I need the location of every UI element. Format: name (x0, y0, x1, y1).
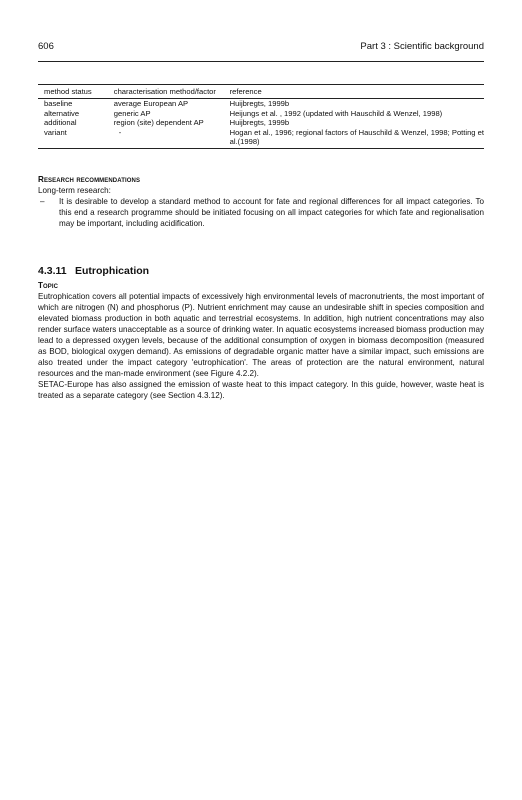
body-paragraph: Eutrophication covers all potential impacts of excessively high environmental levels of macronutrients, the most important of which are nitrogen (N) and phosphorus (P). Nutrient enrichment may cause an undesirable shift in species composition and elevated biomass production in both aquatic and terrestrial ecosystems. In addition, high nutrient concentrations may also render surface waters unacceptable as a source of drinking water. In aquatic ecosystems increased biomass production may lead to a depressed oxygen levels, because of the additional consumption of oxygen in biomass decomposition (measured as BOD, biological oxygen demand). As emissions of degradable organic matter have a similar impact, such emissions are also treated under the impact category 'eutrophication'. The areas of protection are the natural environment, natural resources and the man-made environment (see Figure 4.2.2). (38, 292, 484, 378)
research-recommendations (38, 174, 484, 229)
table-cell: Heijungs et al. , 1992 (updated with Hauschild & Wenzel, 1998) (229, 108, 443, 118)
header-rule (38, 61, 484, 62)
eutrophication-body (38, 280, 484, 401)
method-table (38, 84, 484, 149)
section-heading: Research recommendations (38, 175, 141, 184)
table-row (38, 99, 484, 109)
subheading: Long-term research: (38, 186, 111, 195)
table-cell: Huijbregts, 1999b (229, 118, 290, 128)
table-cell: alternative (44, 108, 80, 118)
table-row (38, 128, 484, 149)
column-header: method status (38, 85, 114, 99)
dash-bullet: – (40, 197, 45, 206)
table-header-row (38, 85, 484, 99)
column-header: reference (230, 85, 484, 99)
table-cell: Huijbregts, 1999b (229, 99, 290, 109)
running-title: Part 3 : Scientific background (360, 41, 484, 52)
section-number: 4.3.11 (38, 265, 67, 277)
table-row (38, 109, 484, 118)
list-item (38, 196, 484, 229)
section-title (38, 265, 149, 277)
table-row (38, 118, 484, 127)
table-cell: - (114, 128, 230, 149)
section-name: Eutrophication (75, 265, 150, 277)
table-cell: Hogan et al., 1996; regional factors of Hauschild & Wenzel, 1998; Potting et al.(1998) (230, 128, 484, 149)
bullet-text: It is desirable to develop a standard method to account for fate and regional differences for all impact categories. To this end a research programme should be initiated focusing on all impact categories for which fate and regionalisation may be important, including acidification. (59, 197, 484, 228)
table-cell: generic AP (113, 108, 151, 118)
column-header: characterisation method/factor (114, 85, 230, 99)
table-cell: region (site) dependent AP (113, 118, 204, 128)
page-number: 606 (38, 41, 54, 52)
body-paragraph: SETAC-Europe has also assigned the emission of waste heat to this impact category. In this guide, however, waste heat is treated as a separate category (see Section 4.3.12). (38, 380, 484, 400)
topic-heading: Topic (38, 281, 59, 290)
table-cell: baseline (44, 99, 73, 109)
table-cell: variant (38, 128, 114, 149)
page-header (38, 41, 484, 55)
table-cell: additional (44, 118, 77, 128)
table-cell: average European AP (113, 99, 189, 109)
